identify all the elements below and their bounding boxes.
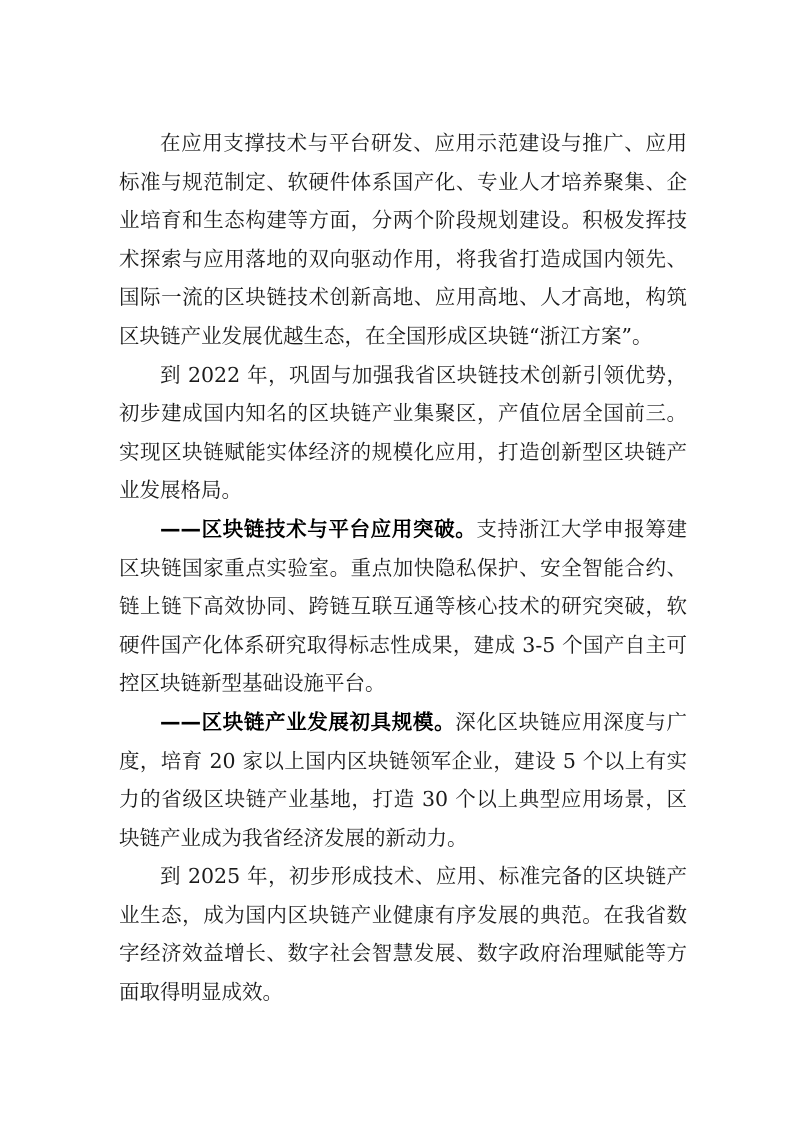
paragraph-industry-scale-text: 深化区块链应用深度与广度，培育 20 家以上国内区块链领军企业，建设 5 个以上有实力的省级区块链产业基地，打造 30 个以上典型应用场景，区块链产业成为我省经济发展的新动力。 xyxy=(119,709,688,850)
paragraph-2022-goal xyxy=(119,356,687,510)
paragraph-2025-goal xyxy=(119,857,687,1011)
document-body xyxy=(119,124,687,1012)
paragraph-intro xyxy=(119,124,687,356)
paragraph-2022-goal-text: 到 2022 年，巩固与加强我省区块链技术创新引领优势，初步建成国内知名的区块链产业集聚区，产值位居全国前三。实现区块链赋能实体经济的规模化应用，打造创新型区块链产业发展格局。 xyxy=(119,362,687,503)
paragraph-intro-text: 在应用支撑技术与平台研发、应用示范建设与推广、应用标准与规范制定、软硬件体系国产化、专业人才培养聚集、企业培育和生态构建等方面，分两个阶段规划建设。积极发挥技术探索与应用落地的双向驱动作用，将我省打造成国内领先、国际一流的区块链技术创新高地、应用高地、人才高地，构筑区块链产业发展优越生态，在全国形成区块链“浙江方案”。 xyxy=(119,131,687,348)
paragraph-tech-breakthrough xyxy=(119,510,687,703)
paragraph-2025-goal-text: 到 2025 年，初步形成技术、应用、标准完备的区块链产业生态，成为国内区块链产业健康有序发展的典范。在我省数字经济效益增长、数字社会智慧发展、数字政府治理赋能等方面取得明显成效。 xyxy=(119,864,687,1005)
paragraph-industry-scale xyxy=(119,703,687,857)
paragraph-tech-breakthrough-heading: ——区块链技术与平台应用突破。 xyxy=(160,516,477,541)
paragraph-industry-scale-heading: ——区块链产业发展初具规模。 xyxy=(160,709,456,734)
paragraph-tech-breakthrough-text: 支持浙江大学申报筹建区块链国家重点实验室。重点加快隐私保护、安全智能合约、链上链下高效协同、跨链互联互通等核心技术的研究突破，软硬件国产化体系研究取得标志性成果，建成 3-5 个国产自主可控区块链新型基础设施平台。 xyxy=(119,516,688,696)
